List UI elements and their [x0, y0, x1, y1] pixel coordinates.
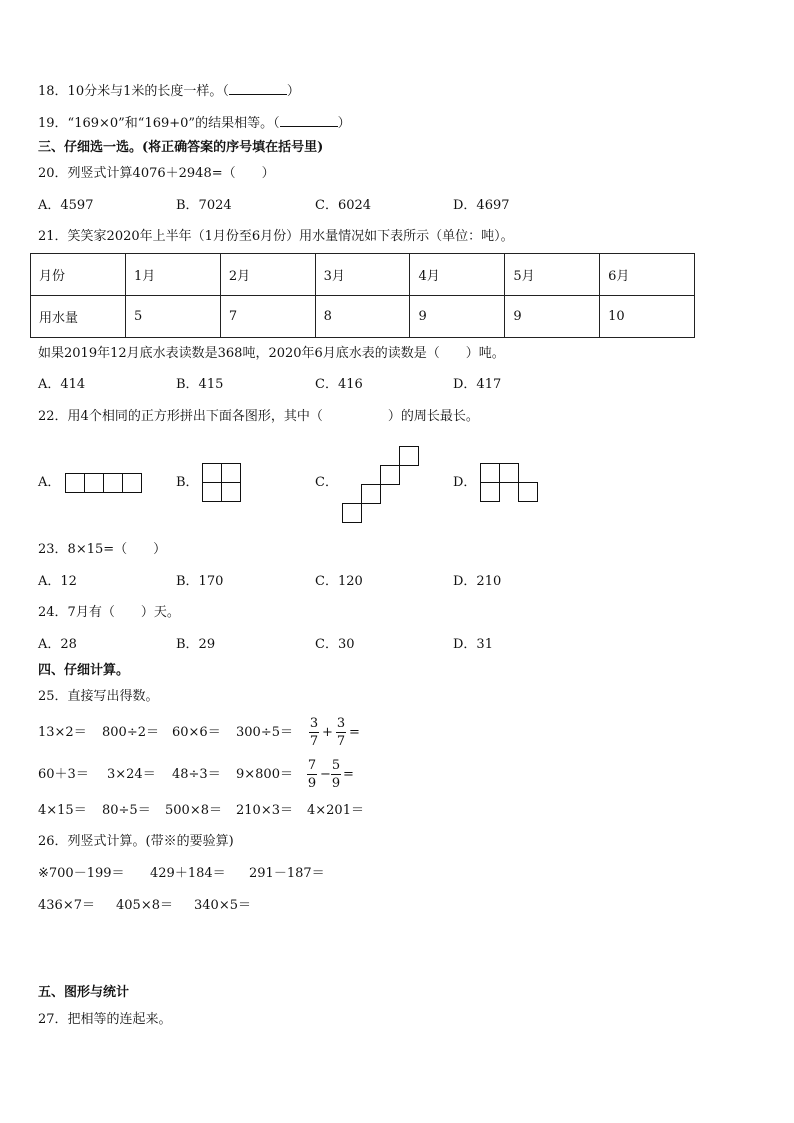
table-cell: 8: [315, 296, 410, 338]
table-cell: 2月: [220, 254, 315, 296]
fraction: [336, 716, 346, 749]
calc-item: 210×3＝: [236, 803, 293, 818]
question-24-text: 24．7月有（ ）天。: [38, 605, 180, 620]
option-d[interactable]: D．: [453, 475, 477, 490]
square: [103, 473, 123, 493]
numerator: 7: [307, 758, 317, 773]
section-3-title: 三、仔细选一选。(将正确答案的序号填在括号里): [38, 140, 324, 155]
calc-item: 429＋184＝: [150, 866, 226, 881]
square: [399, 446, 419, 466]
square: [221, 463, 241, 483]
section-5-title: 五、图形与统计: [38, 985, 130, 1000]
calc-item: 60×6＝: [172, 725, 221, 740]
table-cell: 7: [220, 296, 315, 338]
table-row: [31, 296, 695, 338]
question-21-text: 21．笑笑家2020年上半年（1月份至6月份）用水量情况如下表所示（单位：吨）。: [38, 229, 514, 244]
option-a[interactable]: A．414: [38, 377, 86, 392]
section-4-title: 四、仔细计算。: [38, 663, 130, 678]
question-21-follow: 如果2019年12月底水表读数是368吨，2020年6月底水表的读数是（ ）吨。: [38, 346, 505, 361]
table-cell: 10: [600, 296, 695, 338]
option-c[interactable]: C．120: [315, 574, 363, 589]
option-b[interactable]: B．29: [176, 637, 216, 652]
calc-item: 4×15＝: [38, 803, 87, 818]
option-d[interactable]: D．417: [453, 377, 502, 392]
table-cell: 4月: [410, 254, 505, 296]
table-cell: 5: [126, 296, 221, 338]
option-d[interactable]: D．4697: [453, 198, 510, 213]
option-a[interactable]: A．4597: [38, 198, 94, 213]
square: [202, 463, 222, 483]
calc-item: 300÷5＝: [236, 725, 293, 740]
water-usage-table: [30, 253, 695, 338]
option-a[interactable]: A．12: [38, 574, 77, 589]
square: [480, 482, 500, 502]
option-b[interactable]: B．: [176, 475, 199, 490]
table-cell: 9: [410, 296, 505, 338]
square: [221, 482, 241, 502]
table-cell: 6月: [600, 254, 695, 296]
fraction: [309, 716, 319, 749]
question-23-text: 23．8×15=（ ）: [38, 542, 167, 557]
denominator: 9: [331, 776, 341, 791]
answer-blank[interactable]: [229, 82, 287, 95]
option-d[interactable]: D．210: [453, 574, 502, 589]
calc-item: 4×201＝: [307, 803, 364, 818]
question-26-text: 26．列竖式计算。(带※的要验算): [38, 834, 234, 849]
square: [122, 473, 142, 493]
equals-sign: =: [349, 725, 360, 740]
table-row: [31, 254, 695, 296]
question-27-text: 27．把相等的连起来。: [38, 1012, 172, 1027]
question-22-text: 22．用4个相同的正方形拼出下面各图形，其中（ ）的周长最长。: [38, 409, 479, 424]
calc-item: 500×8＝: [165, 803, 222, 818]
table-cell: 3月: [315, 254, 410, 296]
calc-item: 405×8＝: [116, 898, 173, 913]
square: [480, 463, 500, 483]
calc-item: 3×24＝: [107, 767, 156, 782]
square: [499, 463, 519, 483]
operator: −: [320, 767, 331, 782]
option-c[interactable]: C．6024: [315, 198, 372, 213]
calc-item: 80÷5＝: [102, 803, 151, 818]
calc-item: 13×2＝: [38, 725, 87, 740]
calc-item: 340×5＝: [194, 898, 251, 913]
square: [84, 473, 104, 493]
calc-item: 60＋3＝: [38, 767, 89, 782]
question-20-text: 20．列竖式计算4076＋2948=（ ）: [38, 166, 275, 181]
option-a[interactable]: A．28: [38, 637, 77, 652]
numerator: 3: [309, 716, 319, 731]
table-cell: 1月: [126, 254, 221, 296]
square: [380, 465, 400, 485]
numerator: 3: [336, 716, 346, 731]
operator: +: [322, 725, 333, 740]
numerator: 5: [331, 758, 341, 773]
option-a[interactable]: A．: [38, 475, 61, 490]
fraction: [331, 758, 341, 791]
option-c[interactable]: C．: [315, 475, 338, 490]
option-c[interactable]: C．30: [315, 637, 355, 652]
square: [361, 484, 381, 504]
question-25-text: 25．直接写出得数。: [38, 689, 159, 704]
equals-sign: =: [343, 767, 354, 782]
calc-item: 48÷3＝: [172, 767, 221, 782]
option-b[interactable]: B．415: [176, 377, 224, 392]
answer-blank[interactable]: [280, 114, 338, 127]
paren-close: ）: [286, 84, 300, 99]
square: [65, 473, 85, 493]
calc-item: ※700－199＝: [38, 866, 125, 881]
question-19-text: 19．“169×0”和“169+0”的结果相等。（: [38, 116, 280, 131]
question-18-text: 18．10分米与1米的长度一样。（: [38, 84, 229, 99]
calc-item: 9×800＝: [236, 767, 293, 782]
calc-item: 436×7＝: [38, 898, 95, 913]
question-18: [38, 82, 300, 101]
table-cell: 9: [505, 296, 600, 338]
square: [518, 482, 538, 502]
paren-close: ）: [337, 116, 351, 131]
option-c[interactable]: C．416: [315, 377, 363, 392]
denominator: 7: [336, 734, 346, 749]
question-19: [38, 114, 351, 133]
table-cell: 5月: [505, 254, 600, 296]
fraction: [307, 758, 317, 791]
option-b[interactable]: B．170: [176, 574, 224, 589]
denominator: 9: [307, 776, 317, 791]
table-cell: 月份: [31, 254, 126, 296]
square: [202, 482, 222, 502]
denominator: 7: [309, 734, 319, 749]
option-d[interactable]: D．31: [453, 637, 493, 652]
calc-item: 800÷2＝: [102, 725, 159, 740]
table-cell: 用水量: [31, 296, 126, 338]
square: [342, 503, 362, 523]
calc-item: 291－187＝: [249, 866, 325, 881]
option-b[interactable]: B．7024: [176, 198, 232, 213]
